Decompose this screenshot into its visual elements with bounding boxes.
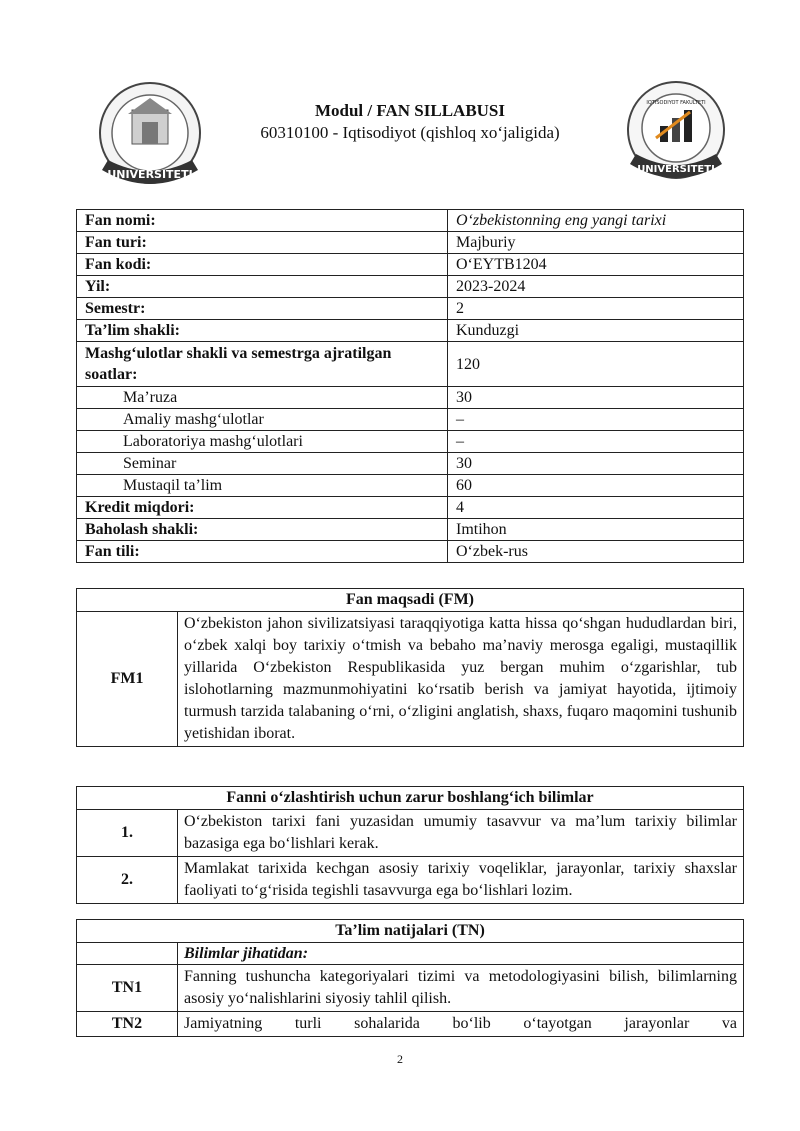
table-row — [77, 541, 744, 563]
info-key: Mustaqil ta’lim — [77, 475, 448, 497]
prereq-header: Fanni o‘zlashtirish uchun zarur boshlang‘ich bilimlar — [77, 787, 744, 810]
table-row — [77, 612, 744, 747]
prereq-text: Mamlakat tarixida kechgan asosiy tarixiy voqeliklar, jarayonlar, tarixiy shaxslar faoliyati to‘g‘risida tegishli tasavvurga ega bo‘lishlari lozim. — [178, 857, 744, 904]
info-value: – — [448, 431, 744, 453]
table-row — [77, 210, 744, 232]
prereq-number: 2. — [77, 857, 178, 904]
info-key: Seminar — [77, 453, 448, 475]
table-row — [77, 453, 744, 475]
university-seal-icon — [90, 78, 210, 198]
prereq-number: 1. — [77, 810, 178, 857]
tn-label: TN2 — [77, 1012, 178, 1037]
info-value: 120 — [448, 342, 744, 387]
right-logo-ring-text: UNIVERSITETI — [637, 164, 715, 175]
info-key: Fan tili: — [77, 541, 448, 563]
table-header-row — [77, 787, 744, 810]
info-key: Kredit miqdori: — [77, 497, 448, 519]
table-row — [77, 431, 744, 453]
tn-label: TN1 — [77, 965, 178, 1012]
document-header — [230, 100, 590, 144]
info-key: Yil: — [77, 276, 448, 298]
info-value: O‘zbek-rus — [448, 541, 744, 563]
tn-header: Ta’lim natijalari (TN) — [77, 920, 744, 943]
info-value: O‘EYTB1204 — [448, 254, 744, 276]
tn-subheader: Bilimlar jihatidan: — [178, 943, 744, 965]
info-value: Majburiy — [448, 232, 744, 254]
info-key: Semestr: — [77, 298, 448, 320]
tn-empty-cell — [77, 943, 178, 965]
tn-text: Fanning tushuncha kategoriyalari tizimi va metodologiyasini bilish, bilimlarning asosiy yo‘nalishlarini siyosiy tahlil qilish. — [178, 965, 744, 1012]
info-value: Imtihon — [448, 519, 744, 541]
info-key: Mashg‘ulotlar shakli va semestrga ajratilgan soatlar: — [77, 342, 448, 387]
table-row — [77, 943, 744, 965]
table-row — [77, 254, 744, 276]
info-key: Baholash shakli: — [77, 519, 448, 541]
table-row — [77, 276, 744, 298]
table-header-row — [77, 920, 744, 943]
fm-header: Fan maqsadi (FM) — [77, 589, 744, 612]
info-key: Ma’ruza — [77, 387, 448, 409]
info-key: Fan kodi: — [77, 254, 448, 276]
left-logo-ring-text: UNIVERSITETI — [107, 168, 193, 181]
table-row — [77, 519, 744, 541]
table-row — [77, 387, 744, 409]
info-key: Fan turi: — [77, 232, 448, 254]
info-key: Amaliy mashg‘ulotlar — [77, 409, 448, 431]
faculty-seal-icon — [620, 78, 732, 190]
info-value: O‘zbekistonning eng yangi tarixi — [448, 210, 744, 232]
info-value: – — [448, 409, 744, 431]
table-row — [77, 1012, 744, 1037]
page-subtitle: 60310100 - Iqtisodiyot (qishloq xo‘jaligida) — [260, 123, 560, 142]
page-number: 2 — [397, 1052, 403, 1066]
info-key: Fan nomi: — [77, 210, 448, 232]
tn-text: Jamiyatning turli sohalarida bo‘lib o‘tayotgan jarayonlar va — [178, 1012, 744, 1037]
info-value: 30 — [448, 387, 744, 409]
prerequisites-table — [76, 786, 744, 904]
info-value: 2 — [448, 298, 744, 320]
prereq-text: O‘zbekiston tarixi fani yuzasidan umumiy tasavvur va ma’lum tarixiy bilimlar bazasiga ega bo‘lishlari kerak. — [178, 810, 744, 857]
table-row — [77, 810, 744, 857]
fm-label: FM1 — [77, 612, 178, 747]
table-row — [77, 475, 744, 497]
learning-outcomes-table — [76, 919, 744, 1037]
info-value: Kunduzgi — [448, 320, 744, 342]
course-info-table — [76, 209, 744, 563]
table-row — [77, 965, 744, 1012]
info-key: Laboratoriya mashg‘ulotlari — [77, 431, 448, 453]
right-logo-inner-text: IQTISODIYOT FAKULTETI — [646, 100, 706, 106]
table-row — [77, 497, 744, 519]
table-row — [77, 409, 744, 431]
info-key: Ta’lim shakli: — [77, 320, 448, 342]
table-row — [77, 320, 744, 342]
page-title: Modul / FAN SILLABUSI — [314, 101, 506, 120]
info-value: 2023-2024 — [448, 276, 744, 298]
table-row — [77, 857, 744, 904]
info-value: 30 — [448, 453, 744, 475]
table-row — [77, 232, 744, 254]
table-header-row — [77, 589, 744, 612]
table-row — [77, 342, 744, 387]
course-goal-table — [76, 588, 744, 747]
fm-text: O‘zbekiston jahon sivilizatsiyasi taraqqiyotiga katta hissa qo‘shgan hududlardan biri, o‘zbek xalqi boy tarixiy o‘tmish va bebaho ma’naviy merosga egaligi, mustaqillik yillarida O‘zbekiston Respublikasida yuz bergan muhim o‘zgarishlar, tub islohotlarning mazmunmohiyatini ko‘rsatib berish va jamiyat hayotida, ijtimoiy turmush tarzida talabaning o‘rni, o‘zligini anglatish, shaxs, fuqaro maqomini tushunib yetishidan iborat. — [178, 612, 744, 747]
table-row — [77, 298, 744, 320]
info-value: 60 — [448, 475, 744, 497]
info-value: 4 — [448, 497, 744, 519]
